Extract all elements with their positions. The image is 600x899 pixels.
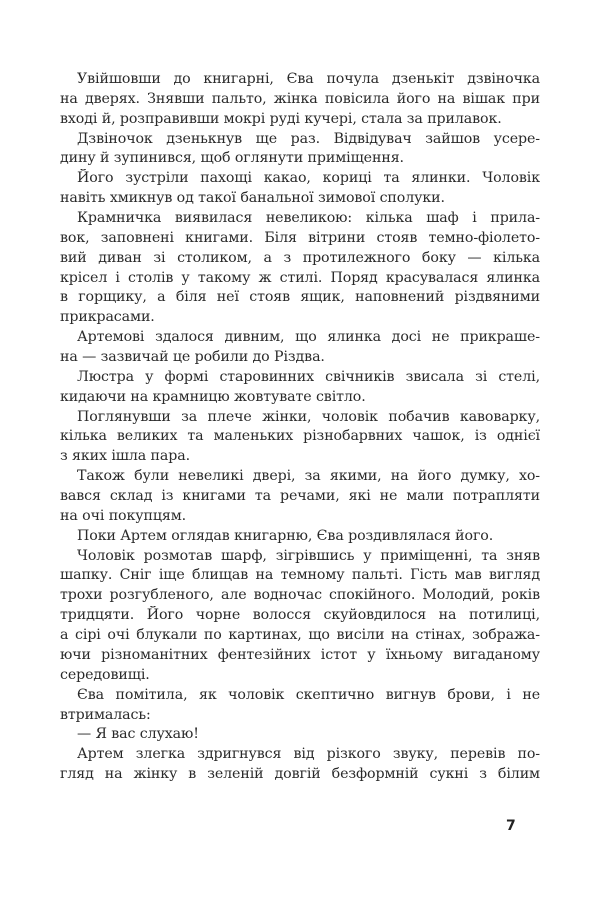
paragraph (60, 368, 540, 408)
text-line: Поглянувши за плече жінки, чоловік побачив кавоварку, (77, 408, 540, 425)
text-line: — Я вас слухаю! (77, 726, 199, 743)
paragraph (60, 408, 540, 468)
text-line: вий диван зі столиком, а з протилежного боку — кілька (60, 249, 540, 266)
text-line: Єва помітила, як чоловік скептично вигнув брови, і не (77, 686, 540, 703)
text-line: дину й зупинився, щоб оглянути приміщення. (60, 150, 404, 167)
text-line: навіть хмикнув од такої банальної зимової сполуки. (60, 190, 445, 207)
paragraph (60, 745, 540, 785)
text-line: в горщику, а біля неї стояв ящик, наповнений різдвяними (60, 289, 540, 306)
text-line: Дзвіночок дзенькнув ще раз. Відвідувач зайшов усере- (77, 130, 540, 147)
text-line: тридцяти. Його чорне волосся скуйовдилося на потилиці, (60, 607, 540, 624)
text-line: гляд на жінку в зеленій довгій безформній сукні з білим (60, 766, 540, 783)
text-line: середовищі. (60, 666, 150, 683)
text-line: вході й, розправивши мокрі руді кучері, стала за прилавок. (60, 110, 502, 127)
paragraph (60, 169, 540, 209)
paragraph (60, 686, 540, 726)
text-line: трохи розгубленого, але водночас спокійного. Молодий, років (60, 587, 540, 604)
paragraph (60, 467, 540, 527)
text-line: вався склад із книгами та речами, які не мали потрапляти (60, 488, 540, 505)
text-line: Крамничка виявилася невеликою: кілька шаф і прила- (77, 210, 540, 227)
text-line: Люстра у формі старовинних свічників звисала зі стелі, (77, 368, 540, 385)
text-line: втрималась: (60, 706, 151, 723)
paragraph (60, 70, 540, 130)
paragraph (60, 328, 540, 368)
paragraph (60, 130, 540, 170)
text-line: на дверях. Знявши пальто, жінка повісила його на вішак при (60, 90, 540, 107)
text-line: Поки Артем оглядав книгарню, Єва роздивлялася його. (77, 527, 494, 544)
text-line: Також були невеликі двері, за якими, на його думку, хо- (77, 468, 540, 485)
text-line: на очі покупцям. (60, 507, 187, 524)
text-line: а сірі очі блукали по картинах, що висіли на стінах, зобража- (60, 627, 540, 644)
text-line: Його зустріли пахощі какао, кориці та ялинки. Чоловік (77, 170, 540, 187)
text-line: прикрасами. (60, 309, 155, 326)
text-line: Артем злегка здригнувся від різкого звуку, перевів по- (77, 746, 540, 763)
text-line: вок, заповнені книгами. Біля вітрини стояв темно-фіолето- (60, 229, 540, 246)
text-line: з яких ішла пара. (60, 448, 191, 465)
body-text (60, 70, 540, 785)
text-line: ючи різноманітних фентезійних істот у їхньому вигаданому (60, 646, 540, 663)
text-line: кілька великих та маленьких різнобарвних чашок, із однієї (60, 428, 540, 445)
text-line: шапку. Сніг іще блищав на темному пальті. Гість мав вигляд (60, 567, 540, 584)
text-line: Увійшовши до книгарні, Єва почула дзенькіт дзвіночка (77, 71, 540, 87)
paragraph (60, 725, 540, 745)
paragraph (60, 547, 540, 686)
text-line: Артемові здалося дивним, що ялинка досі не прикраше- (77, 329, 540, 346)
text-line: на — зазвичай це робили до Різдва. (60, 349, 325, 366)
page-number: 7 (506, 818, 516, 834)
text-line: кидаючи на крамницю жовтувате світло. (60, 388, 366, 405)
text-line: Чоловік розмотав шарф, зігрівшись у приміщенні, та зняв (77, 547, 540, 564)
paragraph (60, 209, 540, 328)
paragraph (60, 527, 540, 547)
text-line: крісел і столів у такому ж стилі. Поряд красувалася ялинка (60, 269, 540, 286)
